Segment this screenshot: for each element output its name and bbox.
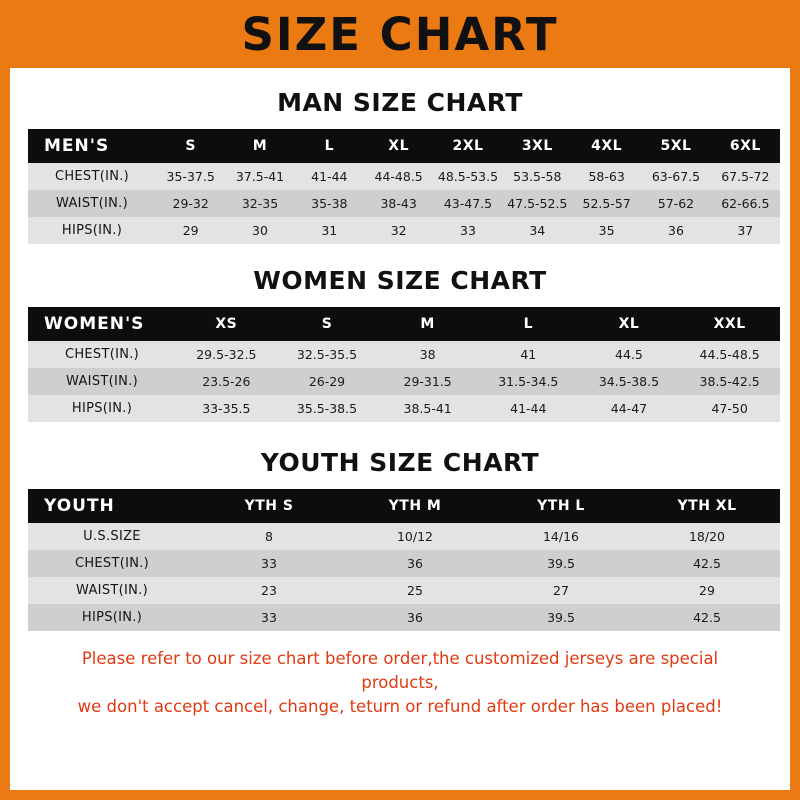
table-cell: 37	[711, 217, 780, 244]
table-cell: 27	[488, 577, 634, 604]
row-label: WAIST(IN.)	[28, 368, 176, 395]
row-label: WAIST(IN.)	[28, 190, 156, 217]
table-cell: 37.5-41	[225, 163, 294, 190]
women-size-table	[28, 307, 780, 422]
table-cell: 29.5-32.5	[176, 341, 277, 368]
table-cell: 31.5-34.5	[478, 368, 579, 395]
table-header-cell: YTH S	[196, 489, 342, 523]
row-label: CHEST(IN.)	[28, 550, 196, 577]
table-header-cell: 4XL	[572, 129, 641, 163]
table-header-cell: WOMEN'S	[28, 307, 176, 341]
table-cell: 57-62	[641, 190, 710, 217]
women-section-title: WOMEN SIZE CHART	[253, 266, 547, 295]
row-label: WAIST(IN.)	[28, 577, 196, 604]
table-cell: 33	[433, 217, 502, 244]
table-header-cell: XL	[364, 129, 433, 163]
table-cell: 8	[196, 523, 342, 550]
man-size-table	[28, 129, 780, 244]
banner	[10, 0, 790, 68]
table-row	[28, 341, 780, 368]
table-cell: 29	[156, 217, 225, 244]
table-cell: 32.5-35.5	[277, 341, 378, 368]
table-cell: 35.5-38.5	[277, 395, 378, 422]
row-label: HIPS(IN.)	[28, 604, 196, 631]
table-cell: 10/12	[342, 523, 488, 550]
footer-note	[28, 647, 772, 719]
table-row	[28, 163, 780, 190]
table-header-cell: XS	[176, 307, 277, 341]
table-header-cell: YTH L	[488, 489, 634, 523]
table-cell: 33	[196, 550, 342, 577]
table-cell: 25	[342, 577, 488, 604]
table-cell: 35-37.5	[156, 163, 225, 190]
table-cell: 44.5-48.5	[679, 341, 780, 368]
table-cell: 41	[478, 341, 579, 368]
table-cell: 18/20	[634, 523, 780, 550]
table-cell: 31	[295, 217, 364, 244]
table-cell: 41-44	[478, 395, 579, 422]
table-cell: 52.5-57	[572, 190, 641, 217]
table-cell: 38-43	[364, 190, 433, 217]
table-header-cell: 6XL	[711, 129, 780, 163]
row-label: HIPS(IN.)	[28, 395, 176, 422]
table-row	[28, 217, 780, 244]
table-cell: 33	[196, 604, 342, 631]
table-row	[28, 190, 780, 217]
table-header-cell: YOUTH	[28, 489, 196, 523]
footer-line-2: we don't accept cancel, change, teturn or refund after order has been placed!	[77, 696, 723, 716]
table-row	[28, 550, 780, 577]
row-label: CHEST(IN.)	[28, 341, 176, 368]
table-cell: 29-31.5	[377, 368, 478, 395]
table-cell: 23.5-26	[176, 368, 277, 395]
page-title: SIZE CHART	[241, 7, 559, 61]
table-cell: 44-48.5	[364, 163, 433, 190]
table-cell: 30	[225, 217, 294, 244]
table-cell: 47.5-52.5	[503, 190, 572, 217]
table-cell: 38.5-42.5	[679, 368, 780, 395]
table-cell: 42.5	[634, 604, 780, 631]
table-cell: 41-44	[295, 163, 364, 190]
row-label: U.S.SIZE	[28, 523, 196, 550]
table-header-cell: M	[377, 307, 478, 341]
table-header-cell: S	[277, 307, 378, 341]
table-header-cell: 2XL	[433, 129, 502, 163]
table-header-cell: XXL	[679, 307, 780, 341]
table-row	[28, 604, 780, 631]
youth-size-table	[28, 489, 780, 631]
table-header-cell: XL	[579, 307, 680, 341]
table-cell: 32-35	[225, 190, 294, 217]
table-cell: 38.5-41	[377, 395, 478, 422]
table-header-cell: L	[478, 307, 579, 341]
table-cell: 36	[342, 550, 488, 577]
table-header-cell: L	[295, 129, 364, 163]
table-row	[28, 577, 780, 604]
table-cell: 36	[342, 604, 488, 631]
table-cell: 35-38	[295, 190, 364, 217]
table-row	[28, 368, 780, 395]
table-cell: 23	[196, 577, 342, 604]
table-header-row	[28, 129, 780, 163]
table-cell: 44.5	[579, 341, 680, 368]
table-row	[28, 395, 780, 422]
man-section-title: MAN SIZE CHART	[277, 88, 523, 117]
table-cell: 32	[364, 217, 433, 244]
row-label: HIPS(IN.)	[28, 217, 156, 244]
table-cell: 29-32	[156, 190, 225, 217]
table-header-cell: M	[225, 129, 294, 163]
table-cell: 44-47	[579, 395, 680, 422]
table-cell: 38	[377, 341, 478, 368]
table-header-cell: YTH XL	[634, 489, 780, 523]
table-cell: 34	[503, 217, 572, 244]
content	[10, 88, 790, 719]
table-cell: 62-66.5	[711, 190, 780, 217]
table-cell: 39.5	[488, 604, 634, 631]
table-header-cell: YTH M	[342, 489, 488, 523]
table-cell: 35	[572, 217, 641, 244]
table-header-row	[28, 489, 780, 523]
youth-section-title: YOUTH SIZE CHART	[260, 448, 540, 477]
table-cell: 36	[641, 217, 710, 244]
table-cell: 29	[634, 577, 780, 604]
footer-line-1: Please refer to our size chart before order,the customized jerseys are special products,	[81, 649, 719, 692]
table-cell: 39.5	[488, 550, 634, 577]
table-header-cell: MEN'S	[28, 129, 156, 163]
table-cell: 53.5-58	[503, 163, 572, 190]
table-cell: 34.5-38.5	[579, 368, 680, 395]
table-cell: 67.5-72	[711, 163, 780, 190]
table-cell: 47-50	[679, 395, 780, 422]
table-cell: 48.5-53.5	[433, 163, 502, 190]
table-header-cell: 5XL	[641, 129, 710, 163]
table-cell: 42.5	[634, 550, 780, 577]
table-header-row	[28, 307, 780, 341]
table-row	[28, 523, 780, 550]
table-cell: 14/16	[488, 523, 634, 550]
table-header-cell: 3XL	[503, 129, 572, 163]
table-header-cell: S	[156, 129, 225, 163]
row-label: CHEST(IN.)	[28, 163, 156, 190]
table-cell: 63-67.5	[641, 163, 710, 190]
table-cell: 43-47.5	[433, 190, 502, 217]
table-cell: 58-63	[572, 163, 641, 190]
table-cell: 33-35.5	[176, 395, 277, 422]
table-cell: 26-29	[277, 368, 378, 395]
